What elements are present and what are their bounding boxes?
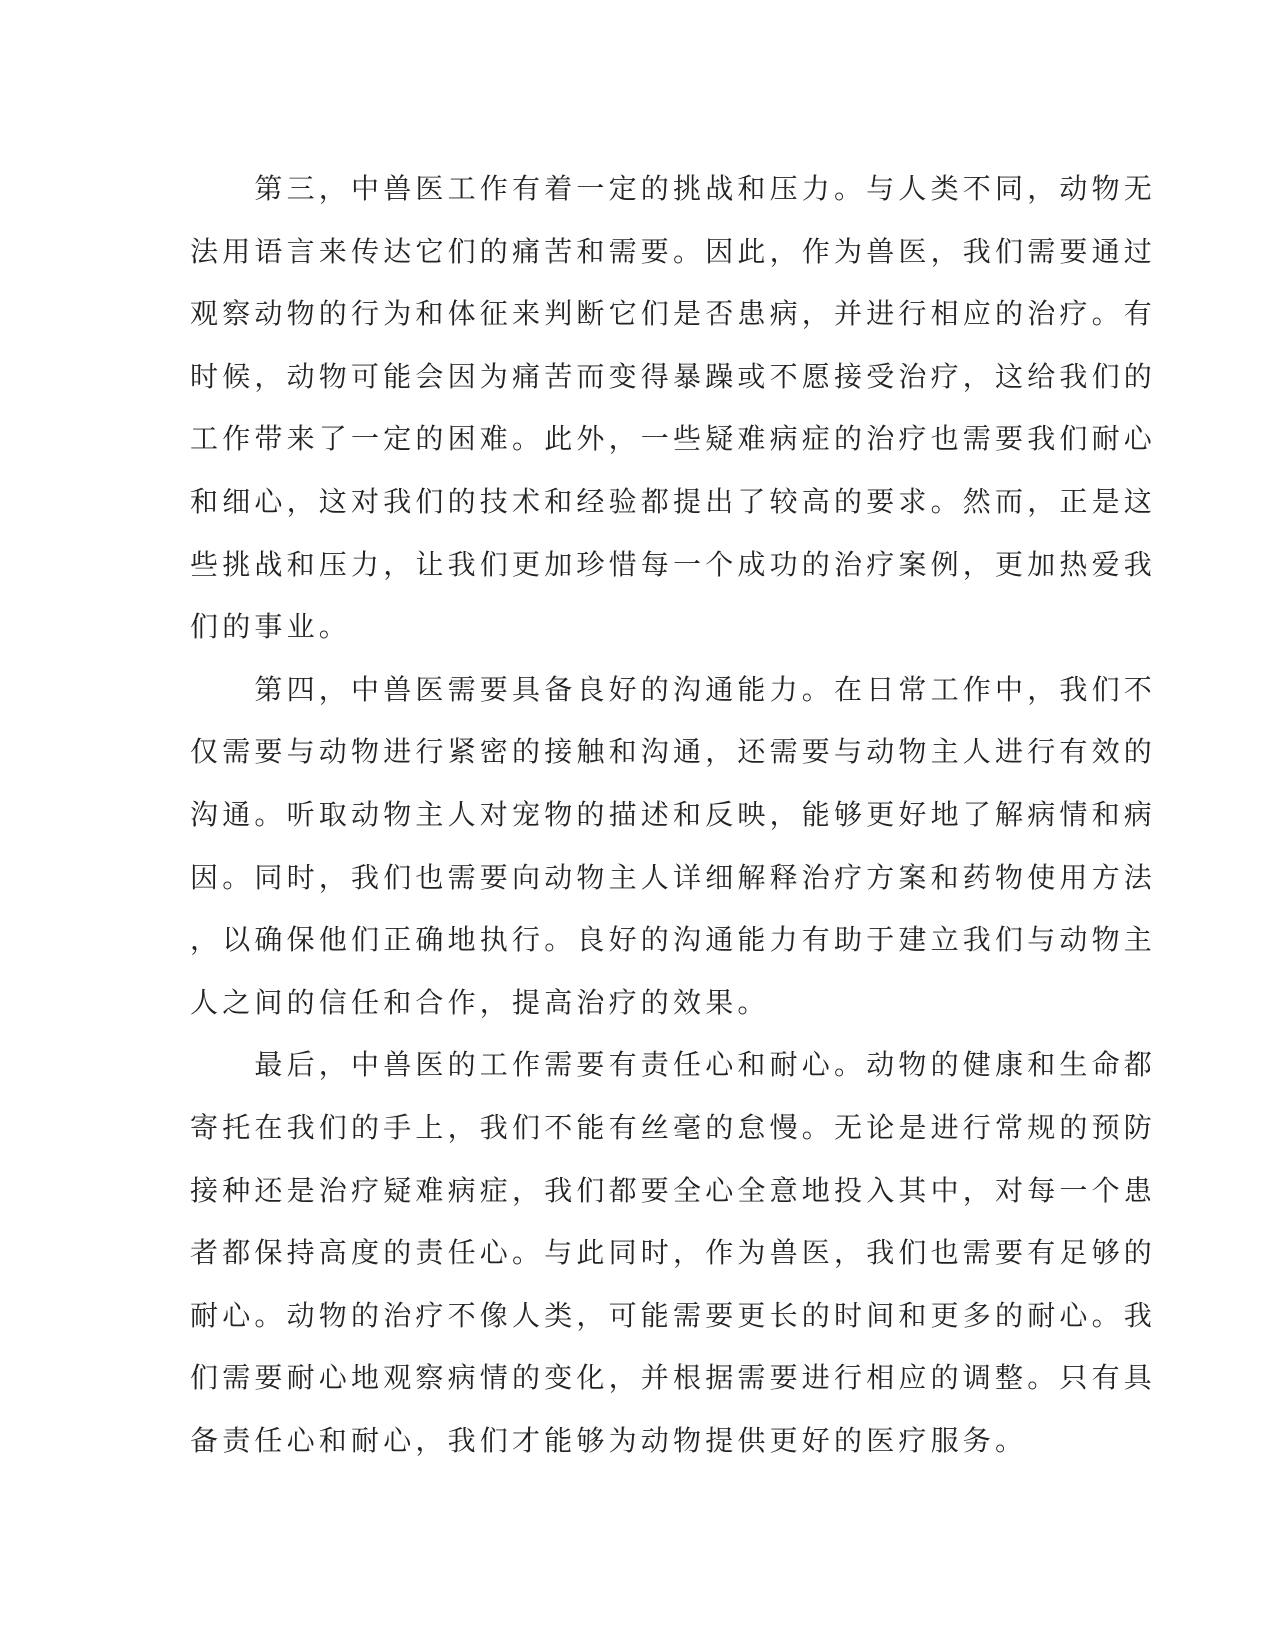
text-line: 第四，中兽医需要具备良好的沟通能力。在日常工作中，我们不 [190, 672, 1157, 706]
paragraph-challenges [190, 158, 1157, 659]
text-line: 接种还是治疗疑难病症，我们都要全心全意地投入其中，对每一个患 [190, 1173, 1157, 1207]
text-line: 法用语言来传达它们的痛苦和需要。因此，作为兽医，我们需要通过 [190, 234, 1157, 268]
document-body [190, 158, 1157, 1472]
text-line: 仅需要与动物进行紧密的接触和沟通，还需要与动物主人进行有效的 [190, 735, 1157, 769]
paragraph-communication [190, 659, 1157, 1035]
text-line: 耐心。动物的治疗不像人类，可能需要更长的时间和更多的耐心。我 [190, 1298, 1157, 1332]
text-line: 寄托在我们的手上，我们不能有丝毫的怠慢。无论是进行常规的预防 [190, 1110, 1157, 1144]
text-line: 者都保持高度的责任心。与此同时，作为兽医，我们也需要有足够的 [190, 1236, 1157, 1270]
text-line: 备责任心和耐心，我们才能够为动物提供更好的医疗服务。 [190, 1423, 1028, 1457]
text-line: 沟通。听取动物主人对宠物的描述和反映，能够更好地了解病情和病 [190, 797, 1157, 831]
text-line: 些挑战和压力，让我们更加珍惜每一个成功的治疗案例，更加热爱我 [190, 547, 1157, 581]
text-line: 最后，中兽医的工作需要有责任心和耐心。动物的健康和生命都 [190, 1048, 1157, 1082]
text-line: 时候，动物可能会因为痛苦而变得暴躁或不愿接受治疗，这给我们的 [190, 359, 1157, 393]
text-line: 工作带来了一定的困难。此外，一些疑难病症的治疗也需要我们耐心 [190, 422, 1157, 456]
text-line: 人之间的信任和合作，提高治疗的效果。 [190, 985, 770, 1019]
text-line: 因。同时，我们也需要向动物主人详细解释治疗方案和药物使用方法 [190, 860, 1157, 894]
text-line: 们需要耐心地观察病情的变化，并根据需要进行相应的调整。只有具 [190, 1361, 1157, 1395]
text-line: 们的事业。 [190, 610, 352, 644]
text-line: 和细心，这对我们的技术和经验都提出了较高的要求。然而，正是这 [190, 484, 1157, 518]
paragraph-responsibility [190, 1034, 1157, 1472]
text-line: 第三，中兽医工作有着一定的挑战和压力。与人类不同，动物无 [190, 172, 1157, 205]
text-line: 观察动物的行为和体征来判断它们是否患病，并进行相应的治疗。有 [190, 297, 1157, 331]
text-line: ，以确保他们正确地执行。良好的沟通能力有助于建立我们与动物主 [190, 923, 1157, 957]
